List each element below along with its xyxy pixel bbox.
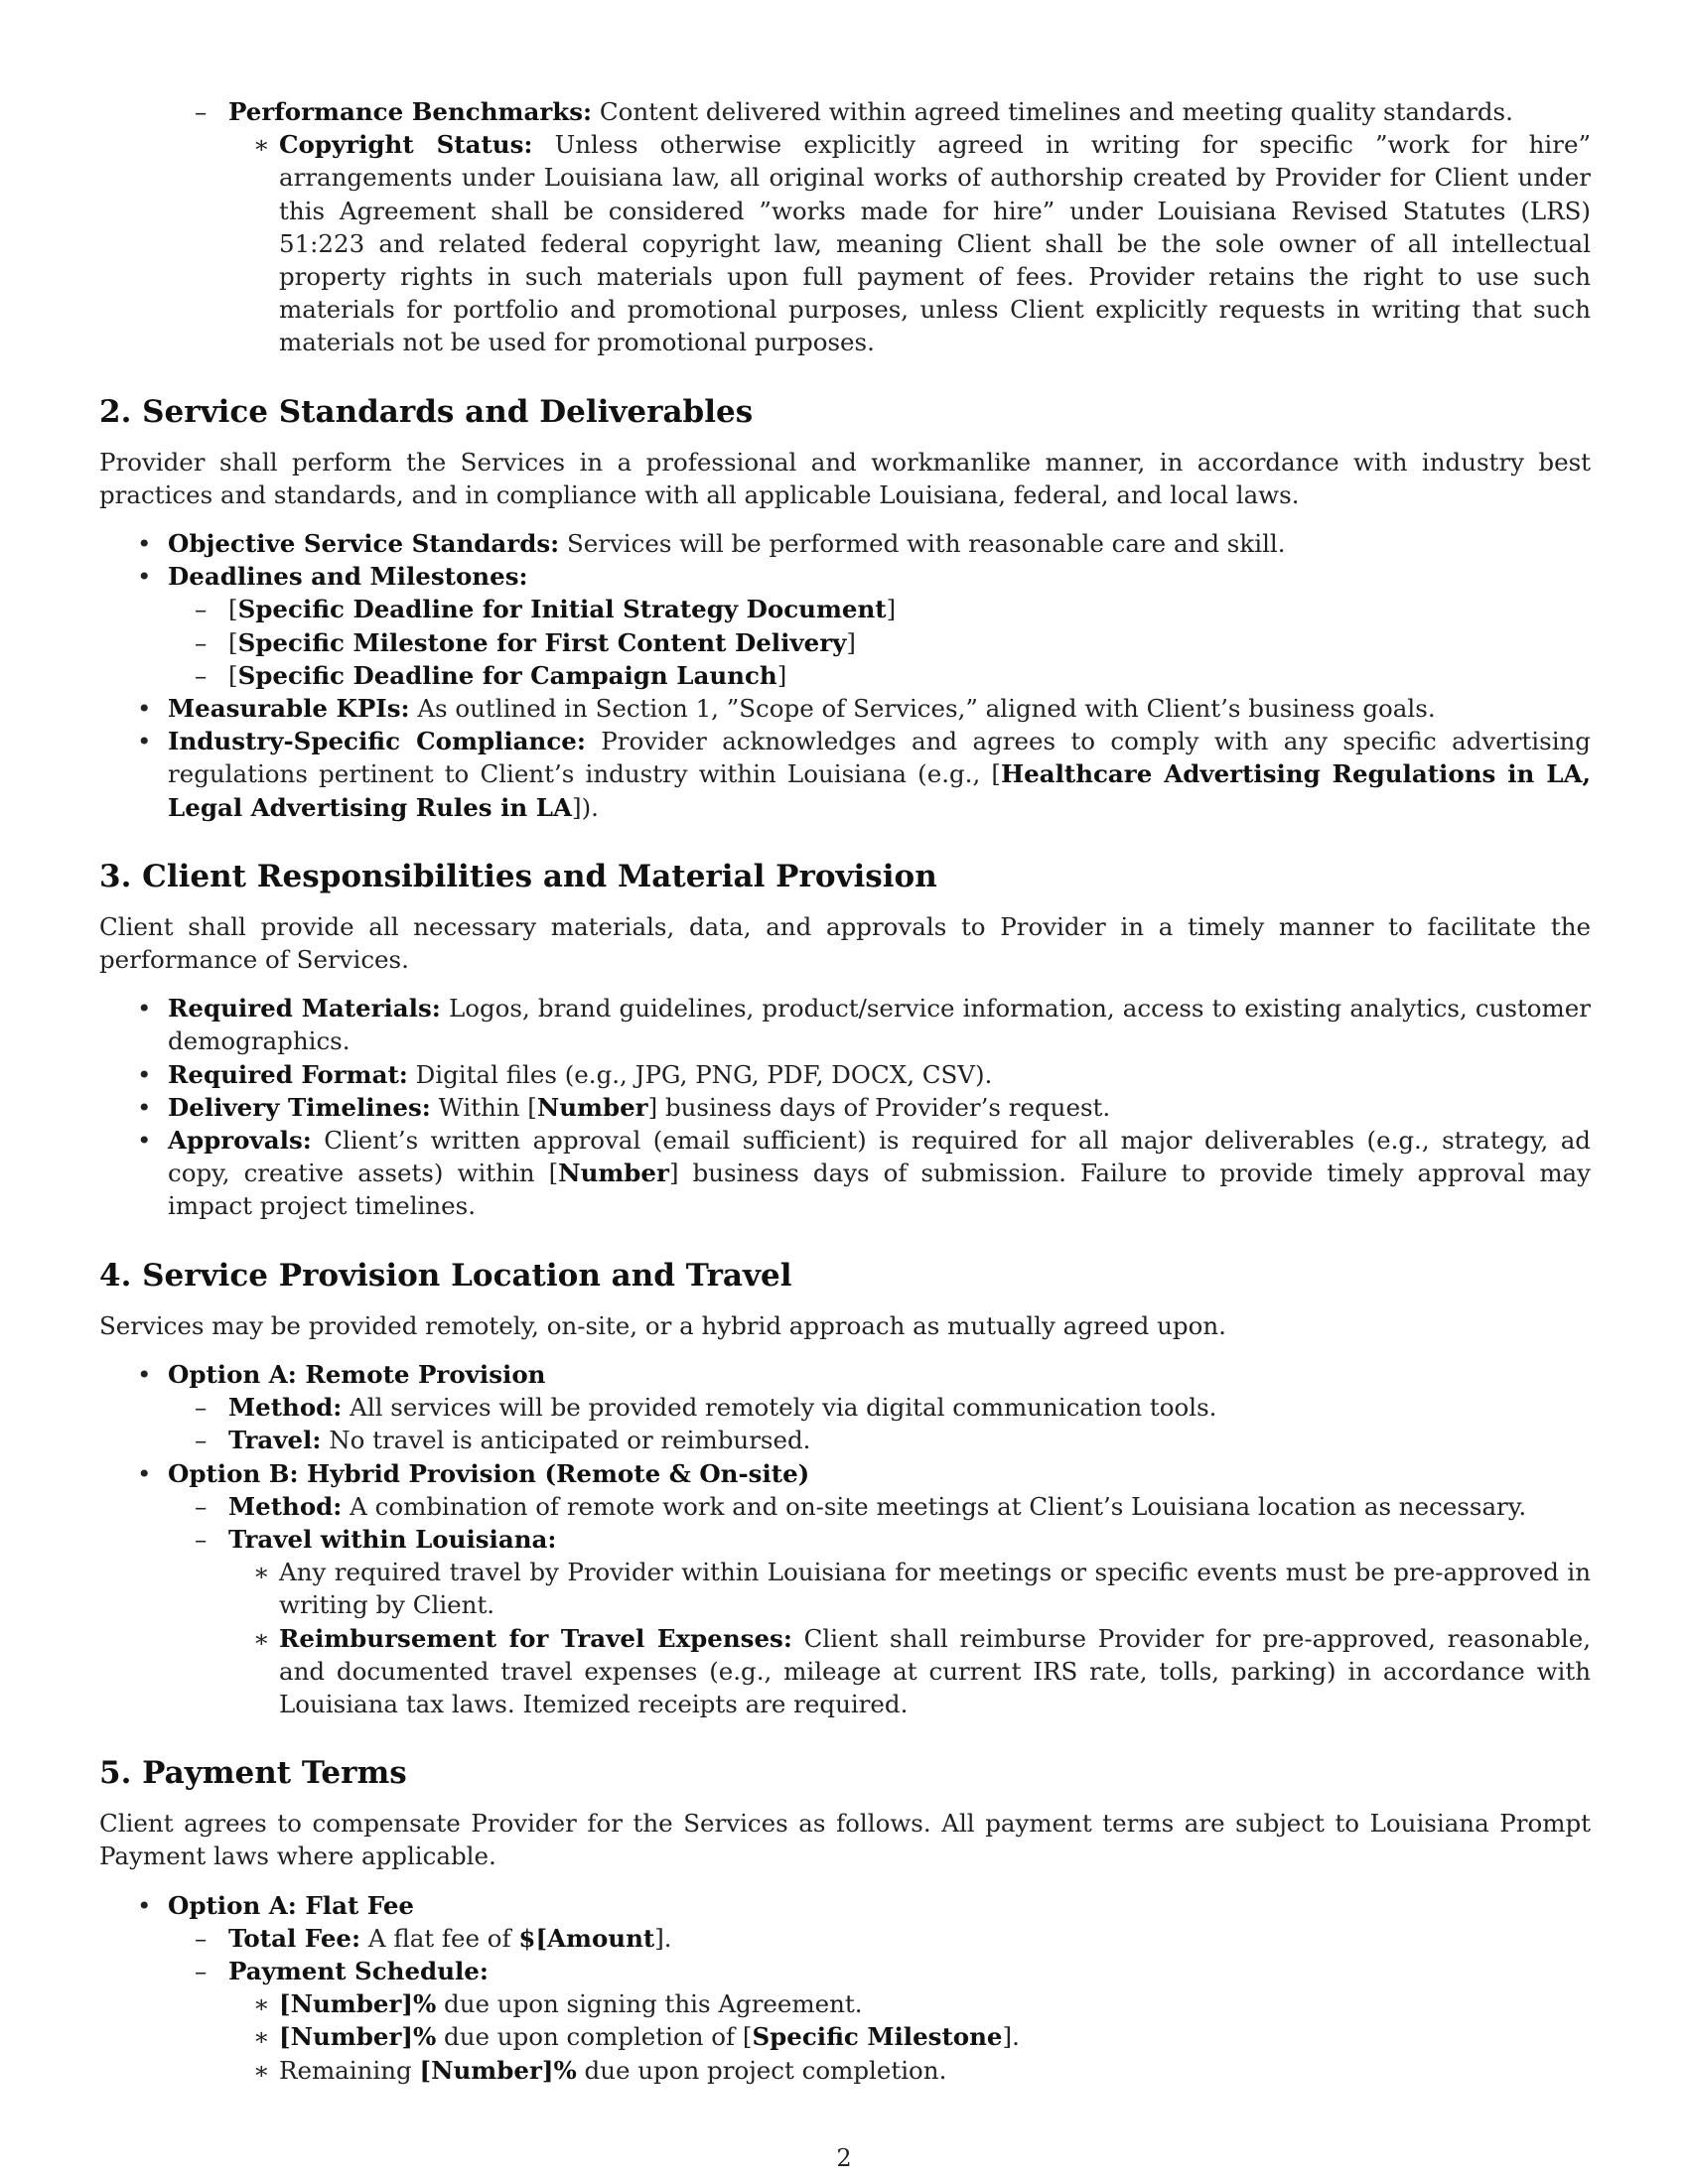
objective-text: Services will be performed with reasonable care and skill. — [559, 529, 1286, 559]
list-item-option-b-method — [168, 1490, 1591, 1523]
section-4-list — [99, 1358, 1591, 1720]
copyright-label: Copyright Status: — [279, 130, 533, 160]
payment-1-percent: [Number]% — [279, 1989, 437, 2019]
section-5-intro: Client agrees to compensate Provider for the Services as follows. All payment terms are subject to Louisiana Prompt Payment laws where applicable. — [99, 1809, 1591, 1871]
section-2-intro: Provider shall perform the Services in a professional and workmanlike manner, in accordance with industry best practices and standards, and in compliance with all applicable Louisiana, federal, and local laws. — [99, 447, 1591, 509]
format-text: Digital files (e.g., JPG, PNG, PDF, DOCX, CSV). — [407, 1059, 993, 1089]
list-item-payment-schedule — [168, 1955, 1591, 2087]
list-item-deadlines — [99, 560, 1591, 692]
flat-fee-sublist — [168, 1922, 1591, 2087]
reimbursement-text: Client shall reimburse Provider for pre-approved, reasonable, and documented travel expenses (e.g., mileage at current IRS rate, tolls, parking) in accordance with Louisiana tax laws. Itemized receipts are required. — [279, 1623, 1591, 1718]
list-item-option-a-remote — [99, 1358, 1591, 1457]
list-item-performance-benchmarks — [168, 95, 1591, 359]
delivery-label: Delivery Timelines: — [168, 1092, 431, 1122]
compliance-end: ). — [581, 792, 599, 822]
page-number: 2 — [836, 2144, 852, 2172]
document-page — [99, 95, 1591, 2087]
list-item-option-a-method — [168, 1391, 1591, 1424]
section-4 — [99, 1256, 1591, 1720]
payment-schedule-label: Payment Schedule: — [228, 1956, 489, 1985]
section-5-title: 5. Payment Terms — [99, 1755, 407, 1792]
payment-3-pre: Remaining — [279, 2055, 420, 2085]
option-b-travel-label: Travel within Louisiana: — [228, 1524, 557, 1554]
option-a-travel-label: Travel: — [228, 1426, 322, 1455]
list-item-compliance: • Industry-Specific Compliance: Provider acknowledges and agrees to comply with any specific advertising regulations pertinent to Client’s industry within Louisiana (e.g., [Healthcare Advertising Regulations in LA, Legal Advertising Rules in LA]). — [99, 725, 1591, 824]
compliance-bold-text: Healthcare Advertising Regulations in LA, Legal Advertising Rules in LA — [168, 759, 1591, 822]
list-item-required-format — [99, 1058, 1591, 1091]
deadline-3-text: Specific Deadline for Campaign Launch — [237, 660, 777, 690]
section-3-intro: Client shall provide all necessary materials, data, and approvals to Provider in a timely manner to facilitate the performance of Services. — [99, 911, 1591, 975]
approvals-label: Approvals: — [168, 1126, 312, 1156]
payment-2-end: ]. — [1002, 2022, 1020, 2052]
reimbursement-label: Reimbursement for Travel Expenses: — [279, 1623, 792, 1653]
total-fee-post: ]. — [654, 1923, 672, 1953]
section-4-intro: Services may be provided remotely, on-site, or a hybrid approach as mutually agreed upon. — [99, 1310, 1226, 1340]
benchmarks-text: Content delivered within agreed timelines and meeting quality standards. — [592, 97, 1513, 126]
list-item-payment-3 — [228, 2054, 1591, 2087]
materials-label: Required Materials: — [168, 994, 441, 1024]
compliance-label: Industry-Specific Compliance: — [168, 727, 586, 756]
payment-2-mid: due upon completion of [ — [436, 2022, 753, 2052]
deadline-2-text: Specific Milestone for First Content Delivery — [237, 627, 847, 657]
payment-schedule-sublist — [228, 1987, 1591, 2087]
section-3-list — [99, 992, 1591, 1222]
payment-1-text: due upon signing this Agreement. — [436, 1989, 863, 2019]
option-a-remote-label: Option A: Remote Provision — [168, 1359, 546, 1389]
kpi-text: As outlined in Section 1, ”Scope of Services,” aligned with Client’s business goals. — [409, 694, 1436, 724]
copyright-text: Unless otherwise explicitly agreed in writing for specific ”work for hire” arrangements under Louisiana law, all original works of authorship created by Provider for Client under this Agreement shall be considered ”works made for hire” under Louisiana Revised Statutes (LRS) 51:223 and related federal copyright law, meaning Client shall be the sole owner of all intellectual property rights in such materials upon full payment of fees. Provider retains the right to use such materials for portfolio and promotional purposes, unless Client explicitly requests in writing that such materials not be used for promotional purposes. — [279, 130, 1591, 357]
benchmarks-sublist — [228, 128, 1591, 358]
compliance-text: Provider acknowledges and agrees to comply with any specific advertising regulations pertinent to Client’s industry within Louisiana (e.g., — [168, 727, 1591, 789]
option-a-method-label: Method: — [228, 1393, 343, 1423]
materials-text: Logos, brand guidelines, product/service information, access to existing analytics, customer demographics. — [168, 994, 1591, 1056]
delivery-bold: Number — [536, 1092, 648, 1122]
list-item-payment-1 — [228, 1987, 1591, 2020]
travel-sublist — [228, 1556, 1591, 1720]
objective-label: Objective Service Standards: — [168, 529, 560, 559]
delivery-pre: Within [ — [430, 1092, 537, 1122]
payment-2-milestone: Specific Milestone — [752, 2022, 1003, 2052]
approvals-bold: Number — [558, 1159, 669, 1188]
option-a-travel-text: No travel is anticipated or reimbursed. — [321, 1426, 811, 1455]
option-a-method-text: All services will be provided remotely via digital communication tools. — [342, 1393, 1217, 1423]
list-item-kpis — [99, 692, 1591, 725]
list-item-total-fee — [168, 1922, 1591, 1955]
section-5-list — [99, 1889, 1591, 2087]
section-2 — [99, 392, 1591, 824]
option-b-hybrid-label: Option B: Hybrid Provision (Remote & On-site) — [168, 1458, 810, 1488]
list-item-deadline-1: – [Specific Deadline for Initial Strategy Document] — [168, 593, 1591, 625]
payment-3-text: due upon project completion. — [576, 2055, 947, 2085]
list-item-option-b-travel — [168, 1523, 1591, 1720]
section-2-title: 2. Service Standards and Deliverables — [99, 393, 754, 430]
list-item-option-a-travel — [168, 1424, 1591, 1456]
option-b-method-text: A combination of remote work and on-site meetings at Client’s Louisiana location as necessary. — [342, 1491, 1527, 1521]
section-4-title: 4. Service Provision Location and Travel — [99, 1257, 792, 1294]
payment-3-percent: [Number]% — [419, 2055, 577, 2085]
total-fee-label: Total Fee: — [228, 1923, 361, 1953]
kpi-label: Measurable KPIs: — [168, 694, 410, 724]
list-item-objective-standards — [99, 527, 1591, 560]
section-3 — [99, 857, 1591, 1223]
payment-2-percent: [Number]% — [279, 2022, 437, 2052]
deadlines-label: Deadlines and Milestones: — [168, 562, 528, 592]
total-fee-amount: $[Amount — [518, 1923, 655, 1953]
list-item-travel-preapproval — [228, 1556, 1591, 1621]
section-5 — [99, 1753, 1591, 2087]
approvals-pre: Client’s written approval (email sufficient) is required for all major deliverables (e.g., strategy, ad copy, creative assets) within [ — [168, 1126, 1591, 1188]
benchmarks-label: Performance Benchmarks: — [228, 97, 593, 126]
total-fee-pre: A flat fee of — [360, 1923, 519, 1953]
option-a-sublist — [168, 1391, 1591, 1456]
list-item-payment-2 — [228, 2020, 1591, 2053]
list-item-deadline-3: – [Specific Deadline for Campaign Launch] — [168, 659, 1591, 692]
deadlines-sublist — [168, 593, 1591, 692]
approvals-post: ] business days of submission. Failure to provide timely approval may impact project timelines. — [168, 1159, 1591, 1221]
list-item-option-b-hybrid — [99, 1457, 1591, 1721]
travel-preapproval-text: Any required travel by Provider within Louisiana for meetings or specific events must be pre-approved in writing by Client. — [279, 1558, 1591, 1620]
list-item-copyright-status — [228, 128, 1591, 358]
format-label: Required Format: — [168, 1059, 408, 1089]
list-item-deadline-2: – [Specific Milestone for First Content Delivery] — [168, 626, 1591, 659]
list-item-travel-reimbursement — [228, 1622, 1591, 1721]
option-b-method-label: Method: — [228, 1491, 343, 1521]
deadline-1-text: Specific Deadline for Initial Strategy Document — [237, 595, 887, 624]
list-item-required-materials — [99, 992, 1591, 1057]
list-item-option-a-flat-fee — [99, 1889, 1591, 2087]
flat-fee-label: Option A: Flat Fee — [168, 1890, 415, 1920]
list-item-delivery-timelines — [99, 1091, 1591, 1124]
section-3-title: 3. Client Responsibilities and Material Provision — [99, 858, 937, 894]
list-item-approvals — [99, 1124, 1591, 1223]
delivery-post: ] business days of Provider’s request. — [647, 1092, 1111, 1122]
option-b-sublist — [168, 1490, 1591, 1720]
top-continuation-list — [168, 95, 1591, 359]
section-2-list — [99, 527, 1591, 824]
